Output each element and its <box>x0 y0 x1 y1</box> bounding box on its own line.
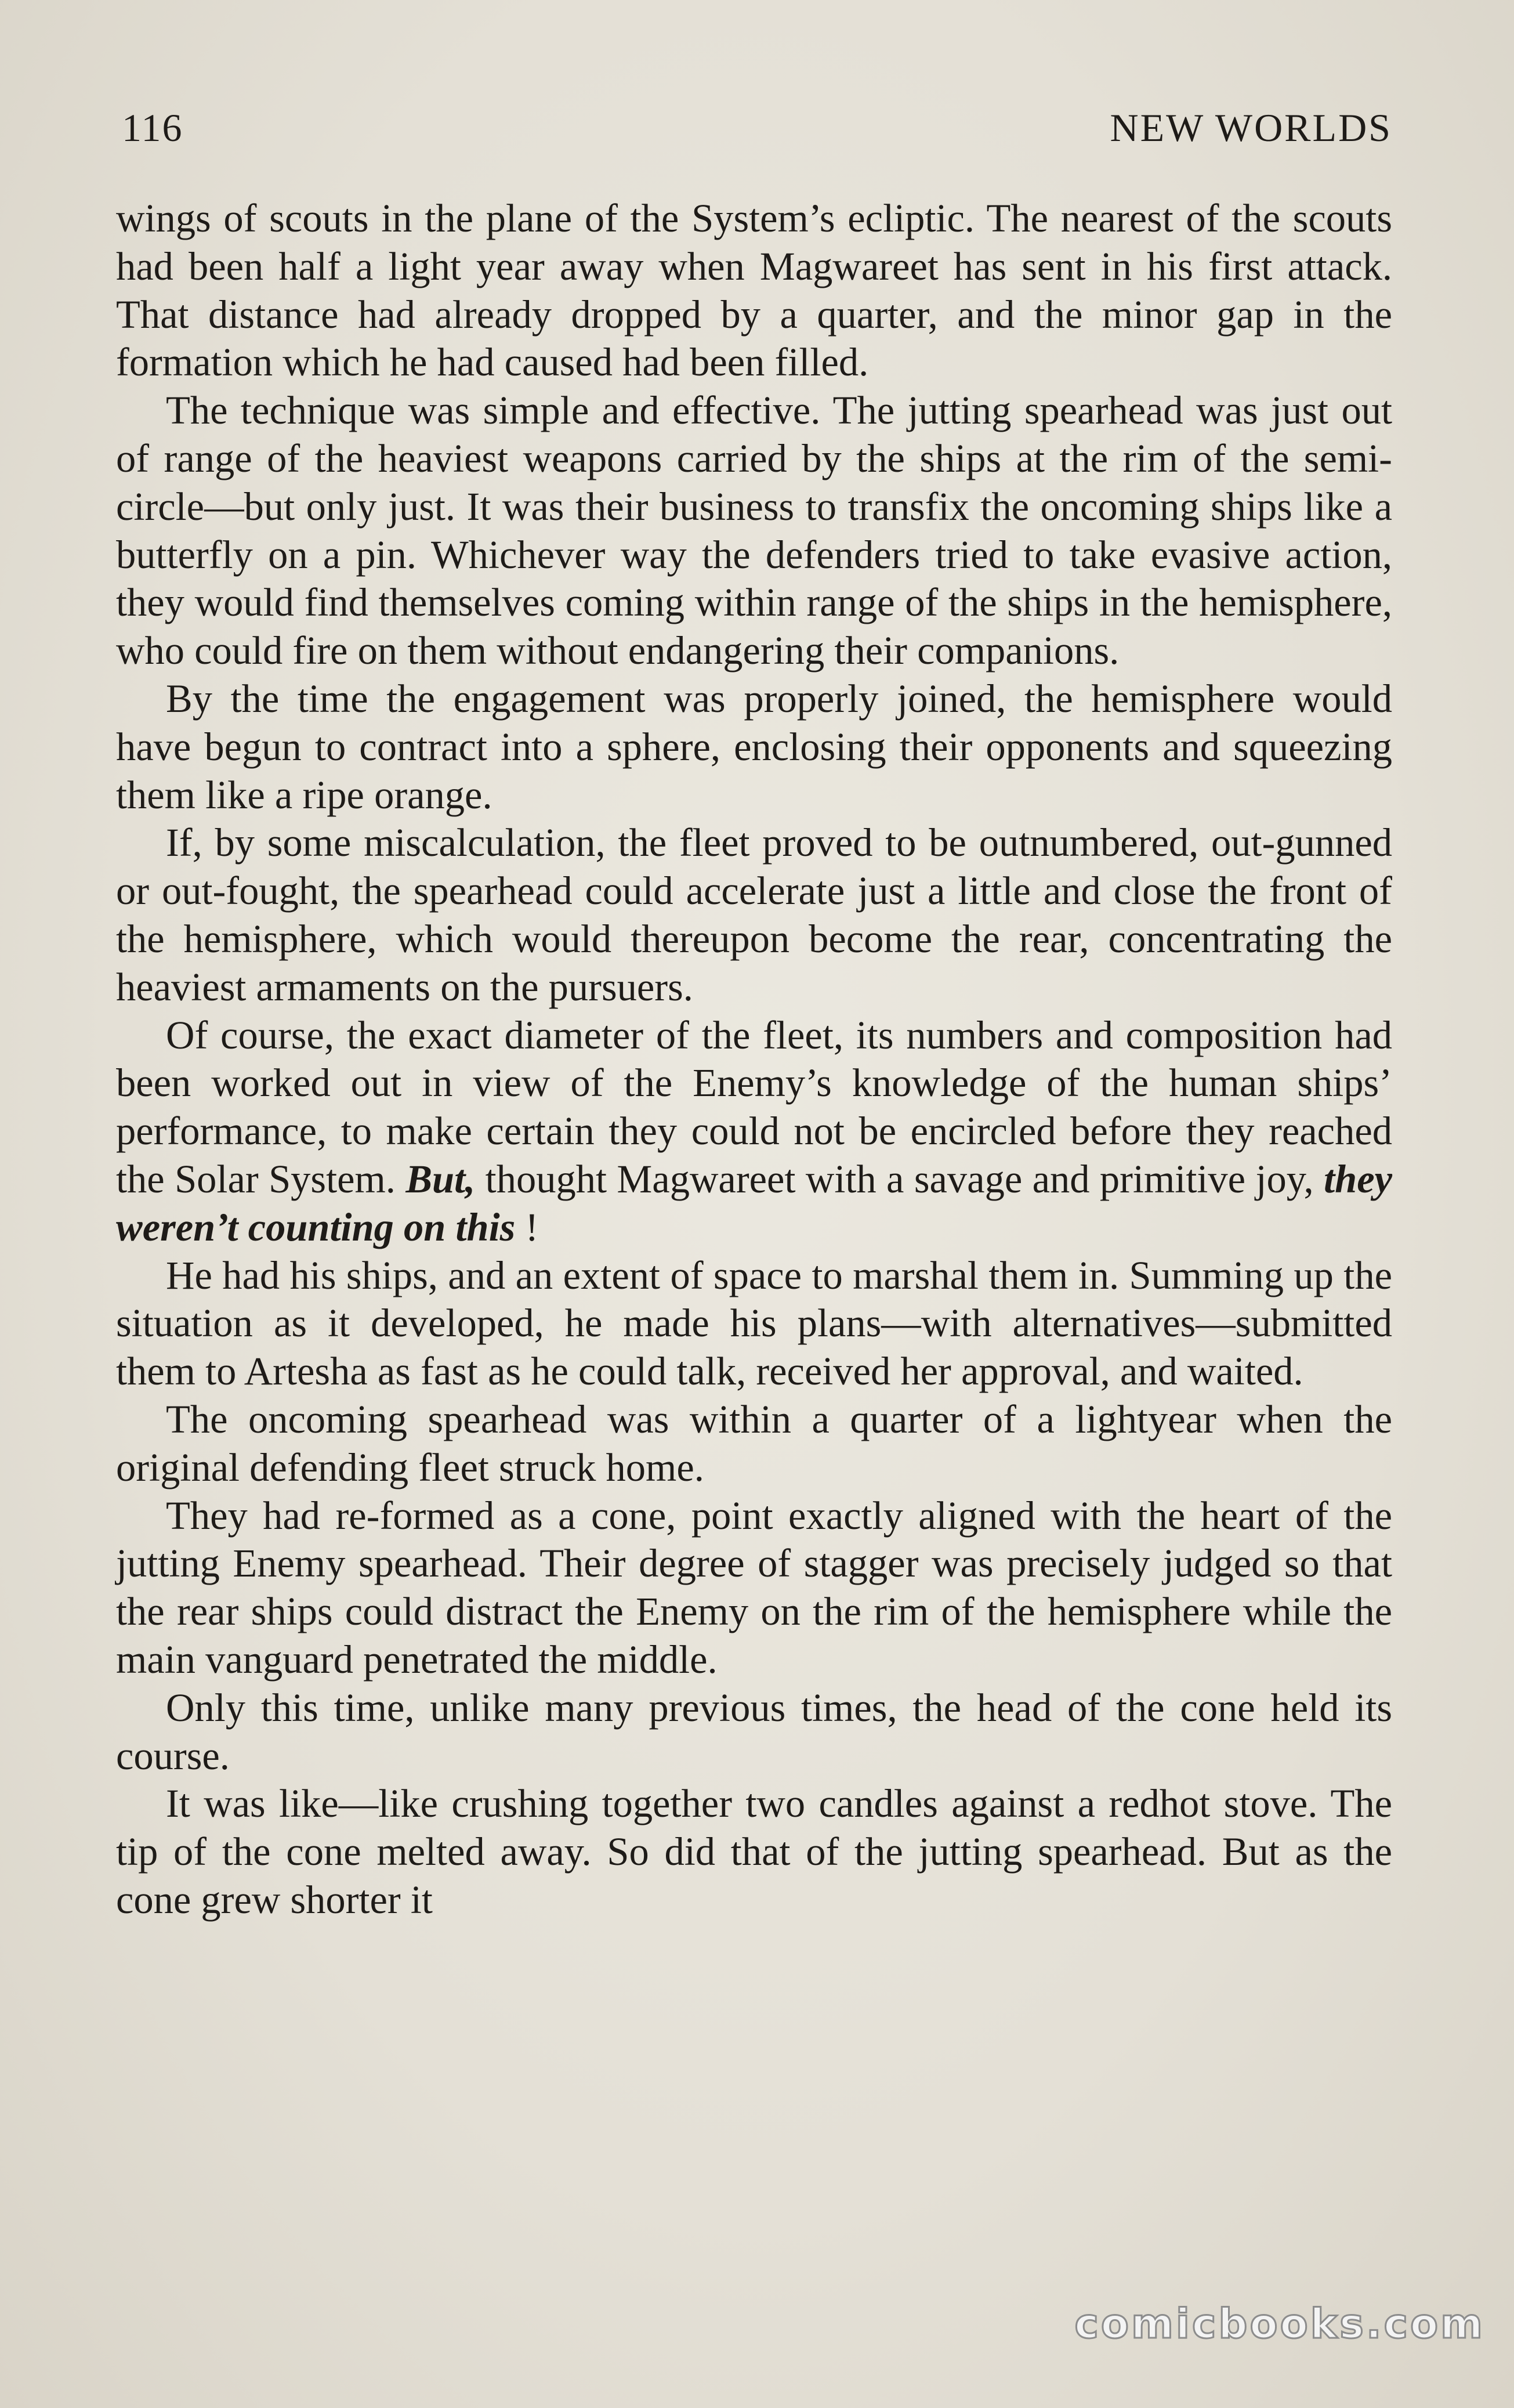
watermark: comicbooks.com <box>1074 2300 1485 2348</box>
paragraph-text: Of course, the exact diameter of the fleet, its numbers and composition had been worked out in view of the Enemy’s knowledge of the human ships’ performance, to make certain they could not be encircled before they reached the Solar System. <box>116 1013 1392 1201</box>
paragraph: If, by some miscalculation, the fleet proved to be outnumbered, out-gunned or out-fought, the spearhead could accelerate just a little and close the front of the hemisphere, which would thereupon become the rear, concentrating the heaviest armaments on the pursuers. <box>116 820 1392 1009</box>
paragraph: wings of scouts in the plane of the System’s ecliptic. The nearest of the scouts had been half a light year away when Magwareet has sent in his first attack. That distance had already dropped by a quarter, and the minor gap in the formation which he had caused had been filled. <box>116 196 1392 385</box>
italic-text: they weren’t counting on this <box>116 1156 1392 1249</box>
paragraph: Only this time, unlike many previous times, the head of the cone held its course. <box>116 1685 1392 1778</box>
paragraph <box>116 1011 1392 1252</box>
paragraph: The technique was simple and effective. The jutting spearhead was just out of range of the heaviest weapons carried by the ships at the rim of the semi-circle—but only just. It was their business to transfix the oncoming ships like a butterfly on a pin. Whichever way the defenders tried to take evasive action, they would find themselves coming within range of the ships in the hemisphere, who could fire on them without endangering their companions. <box>116 388 1392 673</box>
paragraph-text: thought Magwareet with a savage and primitive joy, <box>475 1156 1324 1201</box>
italic-text: But, <box>405 1156 476 1201</box>
paragraph: He had his ships, and an extent of space to marshal them in. Summing up the situation as it developed, he made his plans—with alternatives—submitted them to Artesha as fast as he could talk, received her approval, and waited. <box>116 1253 1392 1394</box>
paragraph: It was like—like crushing together two candles against a redhot stove. The tip of the cone melted away. So did that of the jutting spearhead. But as the cone grew shorter it <box>116 1781 1392 1922</box>
paragraph-text: ! <box>515 1205 539 1249</box>
page-header <box>122 99 1392 157</box>
running-head: NEW WORLDS <box>1110 106 1392 150</box>
paragraph: They had re-formed as a cone, point exactly aligned with the heart of the jutting Enemy spearhead. Their degree of stagger was precisely judged so that the rear ships could distract the Enemy on the rim of the hemisphere while the main vanguard penetrated the middle. <box>116 1493 1392 1682</box>
paragraph: By the time the engagement was properly joined, the hemisphere would have begun to contract into a sphere, enclosing their opponents and squeezing them like a ripe orange. <box>116 676 1392 817</box>
paragraph: The oncoming spearhead was within a quarter of a lightyear when the original defending fleet struck home. <box>116 1397 1392 1489</box>
page-number: 116 <box>122 106 183 150</box>
body-text <box>116 194 1392 1924</box>
